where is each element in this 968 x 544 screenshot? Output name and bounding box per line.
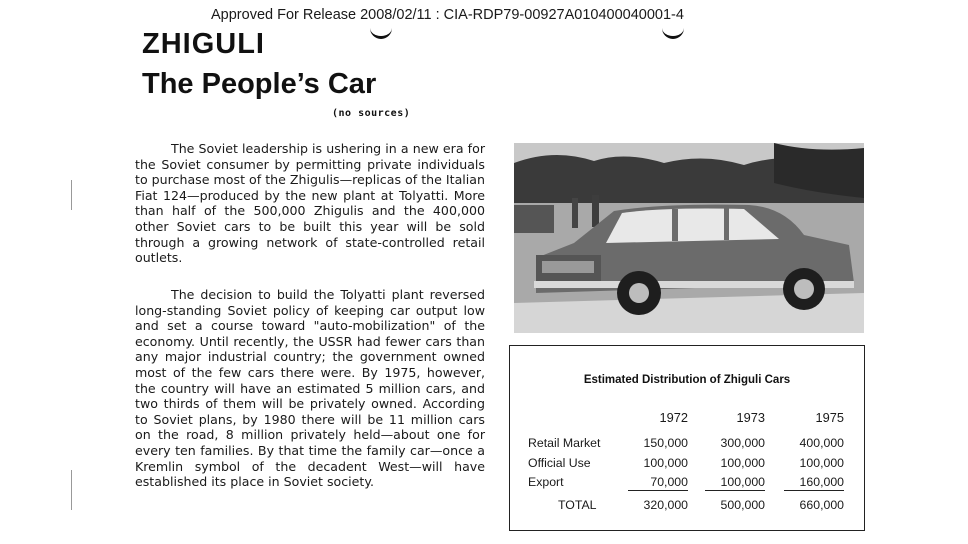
row-label: Retail Market (528, 436, 601, 450)
margin-mark (71, 180, 72, 210)
table-title: Estimated Distribution of Zhiguli Cars (583, 374, 791, 386)
punch-mark (662, 28, 684, 39)
table-cell: 100,000 (643, 456, 688, 470)
table-cell: 300,000 (720, 436, 765, 450)
article-subtitle: The People’s Car (142, 68, 377, 100)
table-cell: 100,000 (705, 475, 765, 491)
table-cell: 100,000 (799, 456, 844, 470)
paragraph-1: The Soviet leadership is ushering in a new era for the Soviet consumer by permitting private individuals to purchase most of the Zhigulis—replicas of the Italian Fiat 124—produced by the new plant at Tolyatti. More than half of the 500,000 Zhigulis and the 400,000 other Soviet cars to be built this year will be sold through a growing network of state-controlled retail outlets. (135, 141, 485, 266)
car-photo-illustration (514, 143, 864, 333)
row-label: Export (528, 475, 564, 489)
paragraph-2: The decision to build the Tolyatti plant reversed long-standing Soviet policy of keeping car output low and set a course toward "auto-mobilization" of the economy. Until recently, the USSR had fewer cars than any major industrial country; the government owned most of the few cars there were. By 1975, however, the country will have an estimated 5 million cars, and two thirds of them will be privately owned. According to Soviet plans, by 1980 there will be 11 million cars on the road, 8 million privately held—about one for every ten families. By that time the family car—once a Kremlin symbol of the decadent West—will have established its place in Soviet society. (135, 287, 485, 490)
column-header: 1972 (659, 410, 688, 425)
sedan-car-photo (514, 143, 864, 333)
total-cell: 320,000 (643, 498, 688, 512)
punch-mark (370, 28, 392, 39)
table-cell: 150,000 (643, 436, 688, 450)
column-header: 1975 (815, 410, 844, 425)
margin-mark (71, 470, 72, 510)
table-cell: 100,000 (720, 456, 765, 470)
table-cell: 400,000 (799, 436, 844, 450)
distribution-table (509, 345, 865, 531)
table-cell: 160,000 (784, 475, 844, 491)
total-cell: 500,000 (720, 498, 765, 512)
total-label: TOTAL (558, 498, 597, 512)
handwritten-annotation: (no sources) (332, 108, 411, 119)
table-cell: 70,000 (628, 475, 688, 491)
release-header: Approved For Release 2008/02/11 : CIA-RDP79-00927A010400040001-4 (211, 7, 684, 23)
total-cell: 660,000 (799, 498, 844, 512)
article-title: ZHIGULI (142, 28, 265, 60)
column-header: 1973 (736, 410, 765, 425)
row-label: Official Use (528, 456, 591, 470)
